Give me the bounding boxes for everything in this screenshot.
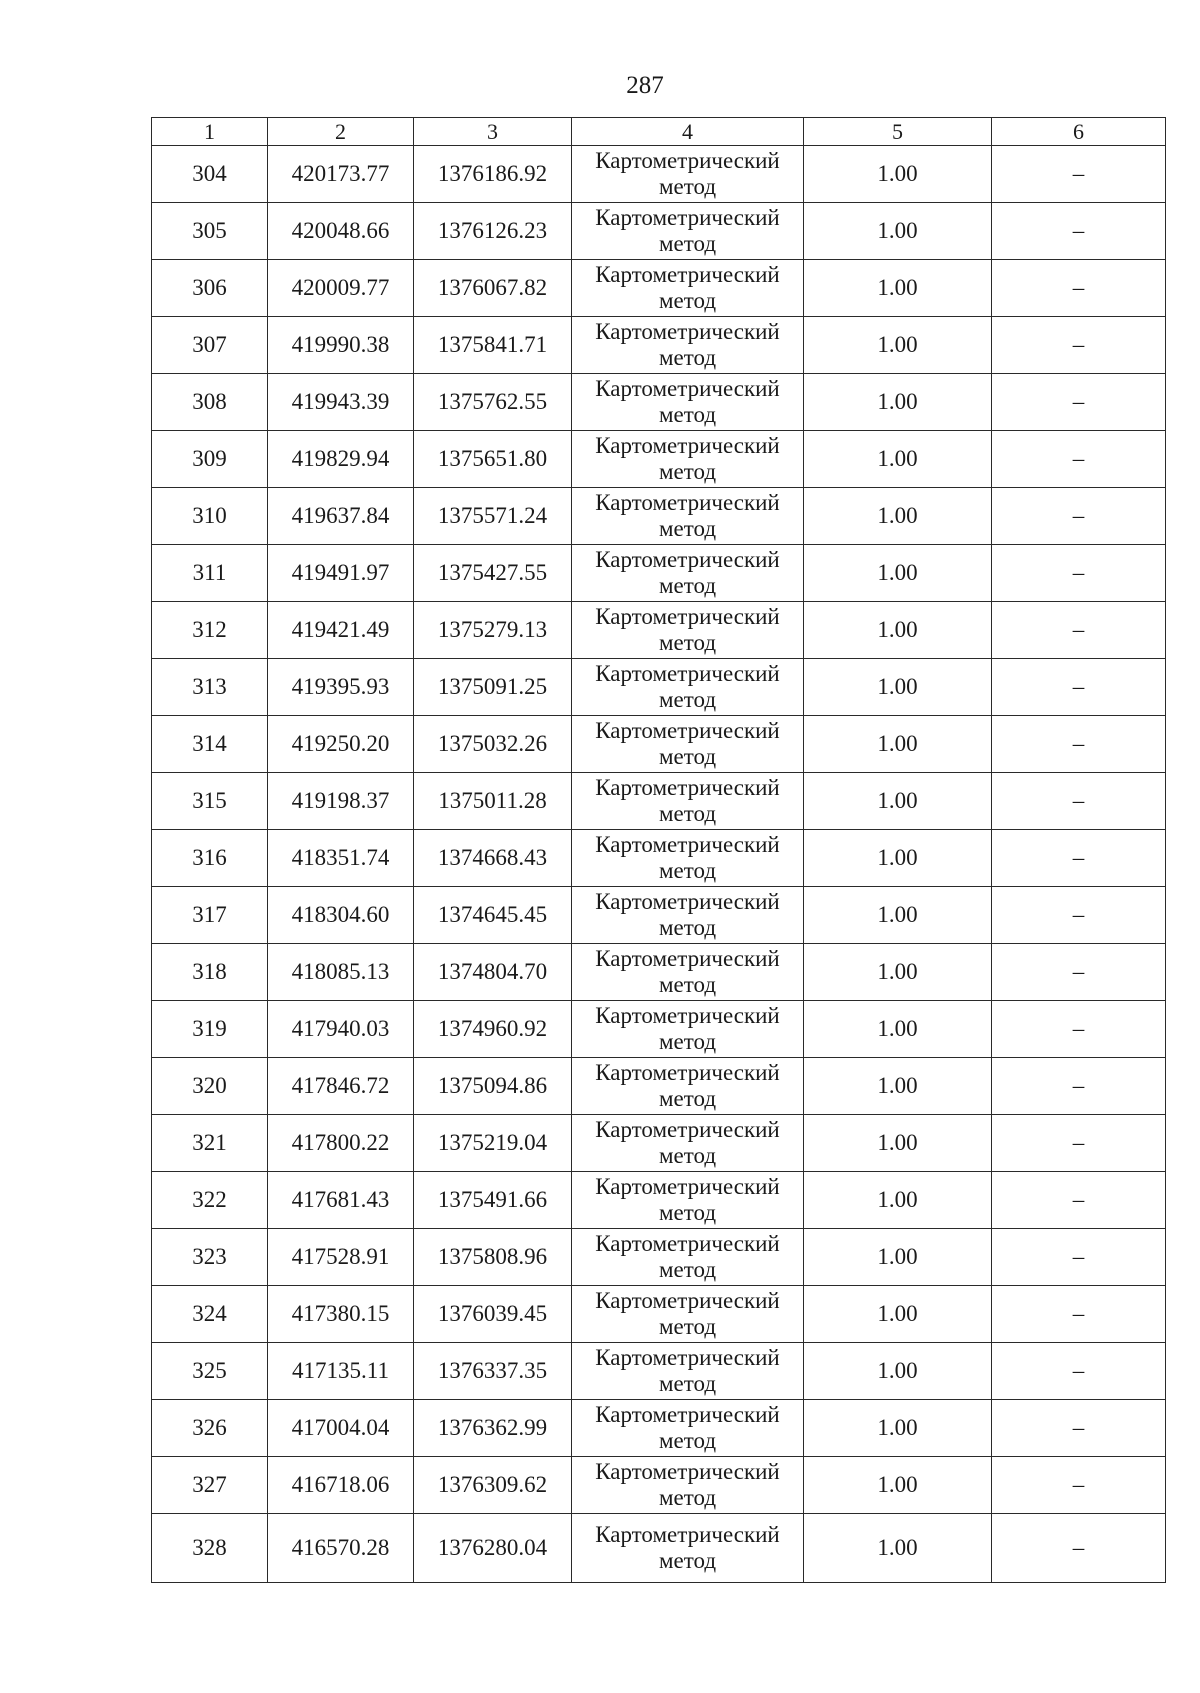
note-cell: – <box>992 488 1166 545</box>
method-cell <box>572 1514 804 1583</box>
x-coordinate-cell: 417380.15 <box>268 1286 414 1343</box>
table-row <box>152 431 1166 488</box>
accuracy-cell: 1.00 <box>804 1001 992 1058</box>
accuracy-cell: 1.00 <box>804 545 992 602</box>
method-line-1: Картометрический <box>595 1345 780 1370</box>
x-coordinate-cell: 417940.03 <box>268 1001 414 1058</box>
method-cell <box>572 317 804 374</box>
table-row <box>152 773 1166 830</box>
note-cell: – <box>992 830 1166 887</box>
table-row <box>152 1058 1166 1115</box>
method-line-2: метод <box>658 231 717 256</box>
method-line-1: Картометрический <box>595 148 780 173</box>
method-line-2: метод <box>658 402 717 427</box>
point-number-cell: 320 <box>152 1058 268 1115</box>
table-row <box>152 203 1166 260</box>
x-coordinate-cell: 420173.77 <box>268 146 414 203</box>
table-row <box>152 146 1166 203</box>
note-cell: – <box>992 1400 1166 1457</box>
method-line-2: метод <box>658 1086 717 1111</box>
note-cell: – <box>992 1229 1166 1286</box>
table-row <box>152 887 1166 944</box>
table-row <box>152 602 1166 659</box>
accuracy-cell: 1.00 <box>804 1343 992 1400</box>
point-number-cell: 323 <box>152 1229 268 1286</box>
method-cell <box>572 488 804 545</box>
method-line-1: Картометрический <box>595 661 780 686</box>
y-coordinate-cell: 1374960.92 <box>414 1001 572 1058</box>
y-coordinate-cell: 1376280.04 <box>414 1514 572 1583</box>
method-cell <box>572 773 804 830</box>
note-cell: – <box>992 1343 1166 1400</box>
method-line-1: Картометрический <box>595 1522 780 1547</box>
x-coordinate-cell: 417800.22 <box>268 1115 414 1172</box>
point-number-cell: 310 <box>152 488 268 545</box>
accuracy-cell: 1.00 <box>804 317 992 374</box>
table-row <box>152 716 1166 773</box>
header-cell-3: 3 <box>414 118 572 146</box>
x-coordinate-cell: 417528.91 <box>268 1229 414 1286</box>
note-cell: – <box>992 431 1166 488</box>
accuracy-cell: 1.00 <box>804 203 992 260</box>
method-line-1: Картометрический <box>595 1459 780 1484</box>
x-coordinate-cell: 417846.72 <box>268 1058 414 1115</box>
method-cell <box>572 1343 804 1400</box>
method-cell <box>572 887 804 944</box>
y-coordinate-cell: 1375427.55 <box>414 545 572 602</box>
method-line-1: Картометрический <box>595 604 780 629</box>
accuracy-cell: 1.00 <box>804 1115 992 1172</box>
x-coordinate-cell: 420048.66 <box>268 203 414 260</box>
accuracy-cell: 1.00 <box>804 773 992 830</box>
y-coordinate-cell: 1376186.92 <box>414 146 572 203</box>
accuracy-cell: 1.00 <box>804 260 992 317</box>
point-number-cell: 317 <box>152 887 268 944</box>
method-line-1: Картометрический <box>595 262 780 287</box>
y-coordinate-cell: 1375571.24 <box>414 488 572 545</box>
accuracy-cell: 1.00 <box>804 1172 992 1229</box>
note-cell: – <box>992 260 1166 317</box>
method-line-1: Картометрический <box>595 1117 780 1142</box>
accuracy-cell: 1.00 <box>804 1400 992 1457</box>
method-cell <box>572 830 804 887</box>
accuracy-cell: 1.00 <box>804 374 992 431</box>
header-cell-6: 6 <box>992 118 1166 146</box>
y-coordinate-cell: 1375011.28 <box>414 773 572 830</box>
method-line-2: метод <box>658 1314 717 1339</box>
method-cell <box>572 1229 804 1286</box>
note-cell: – <box>992 374 1166 431</box>
method-line-1: Картометрический <box>595 775 780 800</box>
note-cell: – <box>992 146 1166 203</box>
point-number-cell: 316 <box>152 830 268 887</box>
table-row <box>152 1343 1166 1400</box>
table-row <box>152 1400 1166 1457</box>
method-line-2: метод <box>658 345 717 370</box>
x-coordinate-cell: 418085.13 <box>268 944 414 1001</box>
method-line-2: метод <box>658 801 717 826</box>
accuracy-cell: 1.00 <box>804 1286 992 1343</box>
table-row <box>152 317 1166 374</box>
note-cell: – <box>992 887 1166 944</box>
note-cell: – <box>992 1001 1166 1058</box>
method-cell <box>572 716 804 773</box>
table-row <box>152 374 1166 431</box>
point-number-cell: 326 <box>152 1400 268 1457</box>
method-line-1: Картометрический <box>595 1003 780 1028</box>
table-row <box>152 545 1166 602</box>
method-line-2: метод <box>658 1548 717 1573</box>
method-line-1: Картометрический <box>595 1060 780 1085</box>
table-row <box>152 488 1166 545</box>
method-line-1: Картометрический <box>595 547 780 572</box>
y-coordinate-cell: 1376067.82 <box>414 260 572 317</box>
method-line-2: метод <box>658 630 717 655</box>
method-line-1: Картометрический <box>595 1174 780 1199</box>
method-line-2: метод <box>658 1485 717 1510</box>
accuracy-cell: 1.00 <box>804 887 992 944</box>
method-cell <box>572 944 804 1001</box>
accuracy-cell: 1.00 <box>804 944 992 1001</box>
accuracy-cell: 1.00 <box>804 716 992 773</box>
point-number-cell: 307 <box>152 317 268 374</box>
y-coordinate-cell: 1375091.25 <box>414 659 572 716</box>
accuracy-cell: 1.00 <box>804 1229 992 1286</box>
note-cell: – <box>992 317 1166 374</box>
y-coordinate-cell: 1376126.23 <box>414 203 572 260</box>
header-row <box>152 118 1166 146</box>
x-coordinate-cell: 419943.39 <box>268 374 414 431</box>
point-number-cell: 314 <box>152 716 268 773</box>
point-number-cell: 318 <box>152 944 268 1001</box>
method-line-1: Картометрический <box>595 1402 780 1427</box>
method-cell <box>572 431 804 488</box>
x-coordinate-cell: 417004.04 <box>268 1400 414 1457</box>
note-cell: – <box>992 944 1166 1001</box>
point-number-cell: 327 <box>152 1457 268 1514</box>
accuracy-cell: 1.00 <box>804 488 992 545</box>
table-row <box>152 830 1166 887</box>
method-line-2: метод <box>658 288 717 313</box>
point-number-cell: 313 <box>152 659 268 716</box>
header-cell-5: 5 <box>804 118 992 146</box>
method-line-2: метод <box>658 1200 717 1225</box>
table-row <box>152 1172 1166 1229</box>
point-number-cell: 305 <box>152 203 268 260</box>
method-line-2: метод <box>658 744 717 769</box>
y-coordinate-cell: 1376309.62 <box>414 1457 572 1514</box>
note-cell: – <box>992 203 1166 260</box>
y-coordinate-cell: 1375808.96 <box>414 1229 572 1286</box>
y-coordinate-cell: 1374645.45 <box>414 887 572 944</box>
x-coordinate-cell: 419637.84 <box>268 488 414 545</box>
note-cell: – <box>992 1286 1166 1343</box>
method-line-1: Картометрический <box>595 490 780 515</box>
note-cell: – <box>992 1457 1166 1514</box>
point-number-cell: 311 <box>152 545 268 602</box>
method-line-1: Картометрический <box>595 319 780 344</box>
table-row <box>152 1001 1166 1058</box>
y-coordinate-cell: 1376362.99 <box>414 1400 572 1457</box>
x-coordinate-cell: 419198.37 <box>268 773 414 830</box>
method-line-2: метод <box>658 459 717 484</box>
table-row <box>152 944 1166 1001</box>
point-number-cell: 306 <box>152 260 268 317</box>
header-cell-2: 2 <box>268 118 414 146</box>
x-coordinate-cell: 418351.74 <box>268 830 414 887</box>
note-cell: – <box>992 773 1166 830</box>
point-number-cell: 319 <box>152 1001 268 1058</box>
method-cell <box>572 1001 804 1058</box>
point-number-cell: 325 <box>152 1343 268 1400</box>
y-coordinate-cell: 1375279.13 <box>414 602 572 659</box>
point-number-cell: 312 <box>152 602 268 659</box>
method-cell <box>572 1115 804 1172</box>
note-cell: – <box>992 1058 1166 1115</box>
header-cell-1: 1 <box>152 118 268 146</box>
method-cell <box>572 1400 804 1457</box>
method-line-1: Картометрический <box>595 376 780 401</box>
accuracy-cell: 1.00 <box>804 602 992 659</box>
table-row <box>152 1514 1166 1583</box>
y-coordinate-cell: 1376039.45 <box>414 1286 572 1343</box>
x-coordinate-cell: 417681.43 <box>268 1172 414 1229</box>
page-number: 287 <box>626 72 664 99</box>
table-row <box>152 1457 1166 1514</box>
y-coordinate-cell: 1375094.86 <box>414 1058 572 1115</box>
point-number-cell: 315 <box>152 773 268 830</box>
method-cell <box>572 374 804 431</box>
x-coordinate-cell: 416718.06 <box>268 1457 414 1514</box>
method-line-1: Картометрический <box>595 889 780 914</box>
method-line-2: метод <box>658 516 717 541</box>
y-coordinate-cell: 1375032.26 <box>414 716 572 773</box>
point-number-cell: 308 <box>152 374 268 431</box>
method-cell <box>572 1058 804 1115</box>
method-line-2: метод <box>658 687 717 712</box>
method-line-2: метод <box>658 573 717 598</box>
accuracy-cell: 1.00 <box>804 1514 992 1583</box>
method-cell <box>572 146 804 203</box>
method-cell <box>572 1286 804 1343</box>
y-coordinate-cell: 1375491.66 <box>414 1172 572 1229</box>
note-cell: – <box>992 1172 1166 1229</box>
method-line-1: Картометрический <box>595 205 780 230</box>
y-coordinate-cell: 1375651.80 <box>414 431 572 488</box>
method-cell <box>572 545 804 602</box>
accuracy-cell: 1.00 <box>804 1457 992 1514</box>
y-coordinate-cell: 1375219.04 <box>414 1115 572 1172</box>
note-cell: – <box>992 602 1166 659</box>
method-cell <box>572 602 804 659</box>
method-line-1: Картометрический <box>595 433 780 458</box>
method-line-2: метод <box>658 1029 717 1054</box>
accuracy-cell: 1.00 <box>804 431 992 488</box>
method-line-2: метод <box>658 1143 717 1168</box>
method-cell <box>572 659 804 716</box>
method-line-2: метод <box>658 1428 717 1453</box>
y-coordinate-cell: 1375762.55 <box>414 374 572 431</box>
table-row <box>152 1229 1166 1286</box>
table-row <box>152 659 1166 716</box>
method-line-2: метод <box>658 972 717 997</box>
method-line-2: метод <box>658 858 717 883</box>
point-number-cell: 328 <box>152 1514 268 1583</box>
y-coordinate-cell: 1375841.71 <box>414 317 572 374</box>
point-number-cell: 322 <box>152 1172 268 1229</box>
x-coordinate-cell: 419395.93 <box>268 659 414 716</box>
x-coordinate-cell: 417135.11 <box>268 1343 414 1400</box>
x-coordinate-cell: 418304.60 <box>268 887 414 944</box>
method-cell <box>572 1172 804 1229</box>
x-coordinate-cell: 416570.28 <box>268 1514 414 1583</box>
method-line-1: Картометрический <box>595 832 780 857</box>
accuracy-cell: 1.00 <box>804 146 992 203</box>
x-coordinate-cell: 419421.49 <box>268 602 414 659</box>
note-cell: – <box>992 659 1166 716</box>
point-number-cell: 324 <box>152 1286 268 1343</box>
note-cell: – <box>992 716 1166 773</box>
method-line-2: метод <box>658 1371 717 1396</box>
method-line-2: метод <box>658 915 717 940</box>
method-cell <box>572 1457 804 1514</box>
y-coordinate-cell: 1376337.35 <box>414 1343 572 1400</box>
method-line-1: Картометрический <box>595 1288 780 1313</box>
point-number-cell: 304 <box>152 146 268 203</box>
x-coordinate-cell: 420009.77 <box>268 260 414 317</box>
method-cell <box>572 203 804 260</box>
point-number-cell: 309 <box>152 431 268 488</box>
y-coordinate-cell: 1374668.43 <box>414 830 572 887</box>
table-row <box>152 1286 1166 1343</box>
table-row <box>152 1115 1166 1172</box>
coordinates-table <box>151 117 1166 1583</box>
x-coordinate-cell: 419829.94 <box>268 431 414 488</box>
point-number-cell: 321 <box>152 1115 268 1172</box>
table-row <box>152 260 1166 317</box>
method-line-1: Картометрический <box>595 1231 780 1256</box>
x-coordinate-cell: 419491.97 <box>268 545 414 602</box>
method-line-1: Картометрический <box>595 718 780 743</box>
accuracy-cell: 1.00 <box>804 659 992 716</box>
x-coordinate-cell: 419250.20 <box>268 716 414 773</box>
x-coordinate-cell: 419990.38 <box>268 317 414 374</box>
method-line-2: метод <box>658 174 717 199</box>
header-cell-4: 4 <box>572 118 804 146</box>
y-coordinate-cell: 1374804.70 <box>414 944 572 1001</box>
note-cell: – <box>992 545 1166 602</box>
note-cell: – <box>992 1514 1166 1583</box>
accuracy-cell: 1.00 <box>804 830 992 887</box>
method-line-1: Картометрический <box>595 946 780 971</box>
method-cell <box>572 260 804 317</box>
note-cell: – <box>992 1115 1166 1172</box>
method-line-2: метод <box>658 1257 717 1282</box>
accuracy-cell: 1.00 <box>804 1058 992 1115</box>
